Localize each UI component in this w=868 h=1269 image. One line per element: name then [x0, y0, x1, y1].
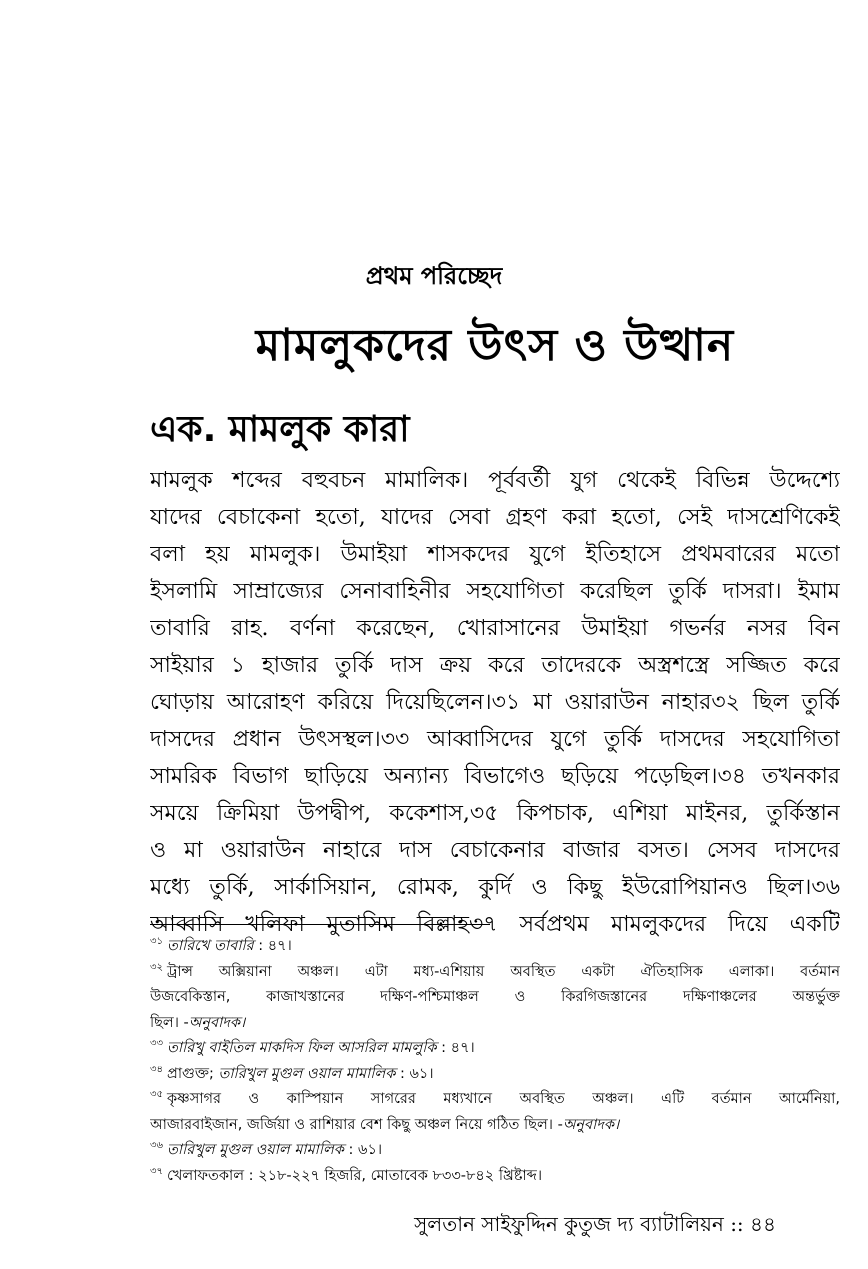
body-line: দাসদের প্রধান উৎসস্থল।৩৩ আব্বাসিদের যুগে তুর্কি দাসদের সহযোগিতা	[150, 727, 840, 752]
body-line: ইসলামি সাম্রাজ্যের সেনাবাহিনীর সহযোগিতা করেছিল তুর্কি দাসরা। ইমাম	[150, 579, 840, 604]
body-line: যাদের বেচাকেনা হতো, যাদের সেবা গ্রহণ করা হতো, সেই দাসশ্রেণিকেই	[150, 505, 840, 530]
footnote-marker: ৩৬	[150, 1140, 164, 1152]
chapter-title: মামলুকদের উৎস ও উত্থান	[255, 320, 735, 371]
footnote-31	[150, 934, 840, 960]
footnote-32-end	[150, 1011, 840, 1037]
footnote-marker: ৩৩	[150, 1038, 164, 1050]
body-line: বলা হয় মামলুক। উমাইয়া শাসকদের যুগে ইতিহাসে প্রথমবারের মতো	[150, 542, 840, 567]
running-footer: সুলতান সাইফুদ্দিন কুতুজ দ্য ব্যাটালিয়ন :: ৪৪	[414, 1212, 776, 1236]
footnote-text: খেলাফতকাল : ২১৮-২২৭ হিজরি, মোতাবেক ৮৩৩-৮৪২ খ্রিষ্টাব্দ।	[167, 1167, 543, 1184]
body-line: ও মা ওয়ারাউন নাহারে দাস বেচাকেনার বাজার বসত। সেসব দাসদের	[150, 838, 840, 863]
body-line: আব্বাসি খলিফা মুতাসিম বিল্লাহ৩৭ সর্বপ্রথম মামলুকদের দিয়ে একটি	[150, 912, 840, 937]
footnote-32	[150, 960, 840, 986]
translator-credit: অনুবাদক।	[562, 1116, 620, 1133]
body-line: সময়ে ক্রিমিয়া উপদ্বীপ, ককেশাস,৩৫ কিপচাক, এশিয়া মাইনর, তুর্কিস্তান	[150, 801, 840, 826]
chapter-label: প্রথম পরিচ্ছেদ	[365, 262, 503, 290]
translator-credit: অনুবাদক।	[188, 1014, 246, 1031]
footnote-32-cont	[150, 985, 840, 1011]
footnote-page: : ৬১।	[343, 1142, 383, 1158]
body-line: মামলুক শব্দের বহুবচন মামালিক। পূর্ববর্তী যুগ থেকেই বিভিন্ন উদ্দেশ্যে	[150, 468, 840, 493]
footnote-page: : ৪৭।	[253, 938, 292, 954]
footnote-page: : ৪৭।	[436, 1040, 475, 1056]
footnote-marker: ৩১	[150, 936, 163, 948]
section-heading: এক. মামলুক কারা	[150, 409, 410, 450]
footnote-36	[150, 1138, 840, 1164]
footnote-page: : ৬১।	[395, 1065, 434, 1082]
footnote-prefix: প্রাগুক্ত;	[167, 1065, 219, 1082]
footnote-text: উজবেকিস্তান, কাজাখস্তানের দক্ষিণ-পশ্চিমাঞ্চল ও কিরগিজস্তানের দক্ষিণাঞ্চলের অন্তর্ভুক্ত	[150, 989, 840, 1005]
footnote-35-end	[150, 1113, 840, 1139]
footnote-34	[150, 1062, 840, 1088]
body-line: সাইয়ার ১ হাজার তুর্কি দাস ক্রয় করে তাদেরকে অস্ত্রশস্ত্রে সজ্জিত করে	[150, 653, 840, 678]
footnote-marker: ৩৪	[150, 1063, 163, 1075]
body-line: ঘোড়ায় আরোহণ করিয়ে দিয়েছিলেন।৩১ মা ওয়ারাউন নাহার৩২ ছিল তুর্কি	[150, 690, 840, 715]
footnote-text: ট্রান্স অক্সিয়ানা অঞ্চল। এটা মধ্য-এশিয়ায় অবস্থিত একটা ঐতিহাসিক এলাকা। বর্তমান	[167, 963, 840, 980]
footnote-text: ছিল। -	[150, 1014, 189, 1031]
footnote-source: তারিখু বাইতিল মাকদিস ফিল আসরিল মামলুকি	[167, 1040, 437, 1056]
footnote-35	[150, 1087, 840, 1113]
footnote-33	[150, 1036, 840, 1062]
footnotes	[150, 934, 840, 1189]
footnote-source: তারিখুল মুগুল ওয়াল মামালিক	[218, 1065, 396, 1082]
footnote-divider	[150, 924, 490, 925]
footnote-37	[150, 1164, 840, 1190]
body-line: মধ্যে তুর্কি, সার্কাসিয়ান, রোমক, কুর্দি ও কিছু ইউরোপিয়ানও ছিল।৩৬	[150, 875, 840, 900]
footnote-text: কৃষ্ণসাগর ও কাস্পিয়ান সাগরের মধ্যখানে অবস্থিত অঞ্চল। এটি বর্তমান আর্মেনিয়া,	[167, 1091, 840, 1107]
footnote-source: তারিখুল মুগুল ওয়াল মামালিক	[167, 1142, 344, 1158]
footnote-marker: ৩২	[150, 961, 164, 973]
body-paragraph	[150, 462, 840, 943]
footnote-marker: ৩৫	[150, 1089, 163, 1101]
footnote-text: আজারবাইজান, জর্জিয়া ও রাশিয়ার বেশ কিছু অঞ্চল নিয়ে গঠিত ছিল। -	[150, 1116, 563, 1133]
body-line: সামরিক বিভাগ ছাড়িয়ে অন্যান্য বিভাগেও ছড়িয়ে পড়েছিল।৩৪ তখনকার	[150, 764, 840, 789]
footnote-source: তারিখে তাবারি	[167, 938, 254, 954]
body-line: তাবারি রাহ. বর্ণনা করেছেন, খোরাসানের উমাইয়া গভর্নর নসর বিন	[150, 616, 840, 641]
footnote-marker: ৩৭	[150, 1165, 164, 1177]
